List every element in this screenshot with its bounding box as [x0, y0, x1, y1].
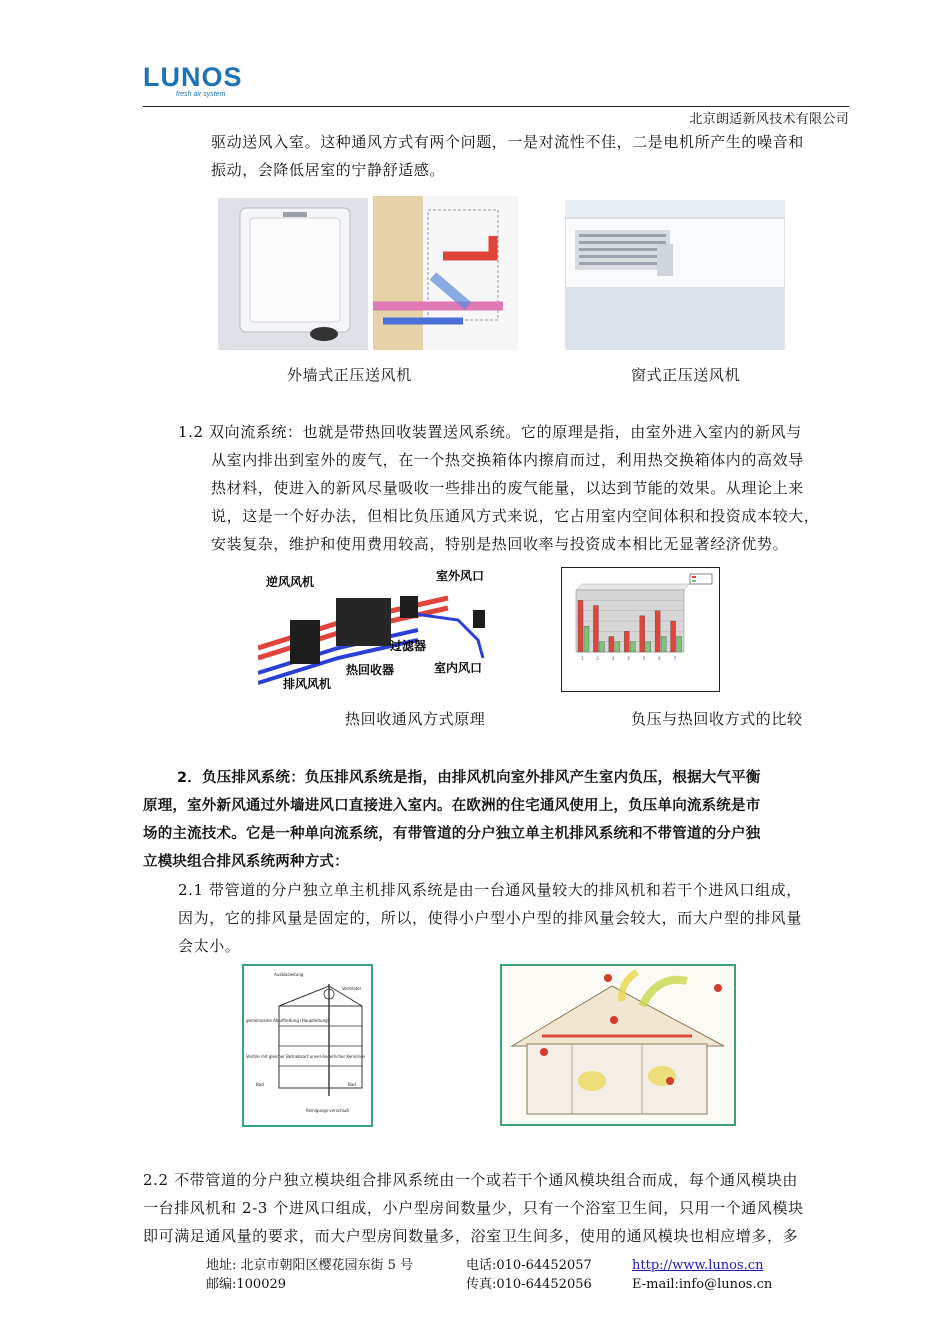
figure2-caption-left: 热回收通风方式原理 — [345, 710, 486, 728]
chart-bar-red — [624, 631, 629, 652]
paragraph-line: 1.2 双向流系统：也就是带热回收装置送风系统。它的原理是指，由室外进入室内的新风与 — [178, 423, 802, 441]
building-exhaust-diagram — [242, 964, 373, 1127]
chart-tick-label: 5 — [642, 656, 646, 661]
chart-tick-label: 1 — [581, 656, 584, 661]
footer-contact-block — [466, 1256, 592, 1294]
chart-bar-red — [578, 600, 583, 652]
section-2-1-paragraph — [178, 876, 851, 960]
footer-web-block — [632, 1256, 772, 1294]
label-heat-recovery: 热回收器 — [346, 663, 395, 677]
chart-bar-green — [661, 637, 666, 653]
chart-bar-red — [671, 621, 676, 652]
chart-bar-red — [609, 637, 614, 653]
diagram-label: Ventile mit gleicher Betriebsart unver-änderlicher Kennlinie — [246, 1054, 365, 1059]
paragraph-line: 2.1 带管道的分户独立单主机排风系统是由一台通风量较大的排风机和若干个进风口组成， — [178, 881, 802, 899]
diagram-label: Bad — [256, 1082, 264, 1087]
paragraph-line: 说，这是一个好办法，但相比负压通风方式来说，它占用室内空间体积和投资成本较大， — [211, 507, 820, 525]
intro-line: 驱动送风入室。这种通风方式有两个问题，一是对流性不佳，二是电机所产生的噪音和 — [211, 133, 804, 151]
label-reverse-fan: 逆风风机 — [266, 575, 315, 589]
label-filter: 过滤器 — [390, 639, 427, 653]
section-2-paragraph — [143, 764, 851, 876]
logo-tagline: fresh air system — [176, 91, 226, 98]
diagram-label: Ventilator — [342, 986, 362, 991]
diagram-label: gemeinsame Abluftleitung (Hauptleitung) — [246, 1018, 330, 1023]
intro-paragraph — [211, 128, 851, 184]
footer-address-block — [206, 1256, 413, 1294]
paragraph-line: 因为，它的排风量是固定的，所以，使得小户型小户型的排风量会较大，而大户型的排风量 — [178, 909, 803, 927]
footer-postcode: 邮编:100029 — [206, 1277, 287, 1292]
house-ventilation-illustration — [500, 964, 736, 1126]
chart-bar-green — [630, 642, 635, 652]
label-indoor-outlet: 室内风口 — [434, 661, 483, 675]
legend-swatch-red — [692, 576, 696, 578]
logo: LUNOS — [143, 62, 243, 92]
figure2-caption-right: 负压与热回收方式的比较 — [631, 710, 803, 728]
section-1-2-paragraph — [178, 418, 851, 558]
paragraph-line: 2.2 不带管道的分户独立模块组合排风系统由一个或若干个通风模块组合而成，每个通风模块由 — [143, 1171, 799, 1189]
diagram-label: Reinigungs-verschluß — [306, 1108, 349, 1113]
footer-address: 地址: 北京市朝阳区樱花园东街 5 号 — [206, 1258, 414, 1273]
chart-top-face — [576, 584, 690, 590]
chart-tick-label: 2 — [596, 656, 599, 661]
figure1-caption-right: 窗式正压送风机 — [631, 366, 741, 384]
header-divider — [143, 106, 849, 107]
chart-bar-green — [646, 642, 651, 652]
footer-email: E-mail:info@lunos.cn — [632, 1277, 773, 1292]
heat-recovery-diagram — [258, 568, 498, 694]
chart-tick-label: 6 — [658, 656, 661, 661]
footer-phone: 电话:010-64452057 — [466, 1258, 592, 1273]
paragraph-line: 2．负压排风系统：负压排风系统是指，由排风机向室外排风产生室内负压，根据大气平衡 — [177, 770, 761, 786]
chart-bar-green — [584, 626, 589, 652]
chart-tick-label: 3 — [611, 656, 615, 661]
paragraph-line: 会太小。 — [178, 937, 241, 955]
figure1-caption-left: 外墙式正压送风机 — [287, 366, 412, 384]
legend-swatch-green — [692, 580, 696, 582]
paragraph-line: 原理，室外新风通过外墙进风口直接进入室内。在欧洲的住宅通风使用上，负压单向流系统是市 — [143, 798, 761, 814]
paragraph-line: 安装复杂，维护和使用费用较高，特别是热回收率与投资成本相比无显著经济优势。 — [211, 535, 789, 553]
chart-bar-red — [593, 606, 598, 653]
wall-section-diagram — [373, 196, 518, 350]
chart-bar-green — [615, 642, 620, 652]
paragraph-line: 即可满足通风量的要求，而大户型房间数量多，浴室卫生间多，使用的通风模块也相应增多，多 — [143, 1227, 799, 1245]
chart-bar-red — [655, 611, 660, 652]
paragraph-line: 热材料，使进入的新风尽量吸收一些排出的废气能量，以达到节能的效果。从理论上来 — [211, 479, 804, 497]
chart-legend — [690, 574, 712, 584]
chart-bar-green — [677, 637, 682, 653]
label-outdoor-inlet: 室外风口 — [436, 569, 485, 583]
window-fan-image — [565, 200, 785, 350]
comparison-chart — [561, 567, 720, 692]
footer-fax: 传真:010-64452056 — [466, 1277, 592, 1292]
chart-tick-label: 7 — [673, 656, 677, 661]
diagram-label: Bad — [348, 1082, 356, 1087]
paragraph-line: 立模块组合排风系统两种方式： — [143, 854, 349, 870]
footer-website-link[interactable]: http://www.lunos.cn — [632, 1258, 764, 1273]
paragraph-line: 一台排风机和 2-3 个进风口组成，小户型房间数量少，只有一个浴室卫生间，只用一个通风模块 — [143, 1199, 804, 1217]
intro-line: 振动，会降低居室的宁静舒适感。 — [211, 161, 446, 179]
chart-tick-label: 4 — [627, 656, 630, 661]
chart-bar-green — [599, 642, 604, 652]
paragraph-line: 从室内排出到室外的废气，在一个热交换箱体内擦肩而过，利用热交换箱体内的高效导 — [211, 451, 804, 469]
chart-bar-red — [640, 616, 645, 652]
diagram-label: Ausblasleitung — [274, 972, 304, 977]
company-name: 北京朗适新风技术有限公司 — [689, 112, 849, 127]
label-exhaust-fan: 排风风机 — [283, 677, 332, 691]
section-2-2-paragraph — [143, 1166, 851, 1250]
paragraph-line: 场的主流技术。它是一种单向流系统，有带管道的分户独立单主机排风系统和不带管道的分户独 — [143, 826, 761, 842]
wall-fan-image — [218, 198, 368, 350]
